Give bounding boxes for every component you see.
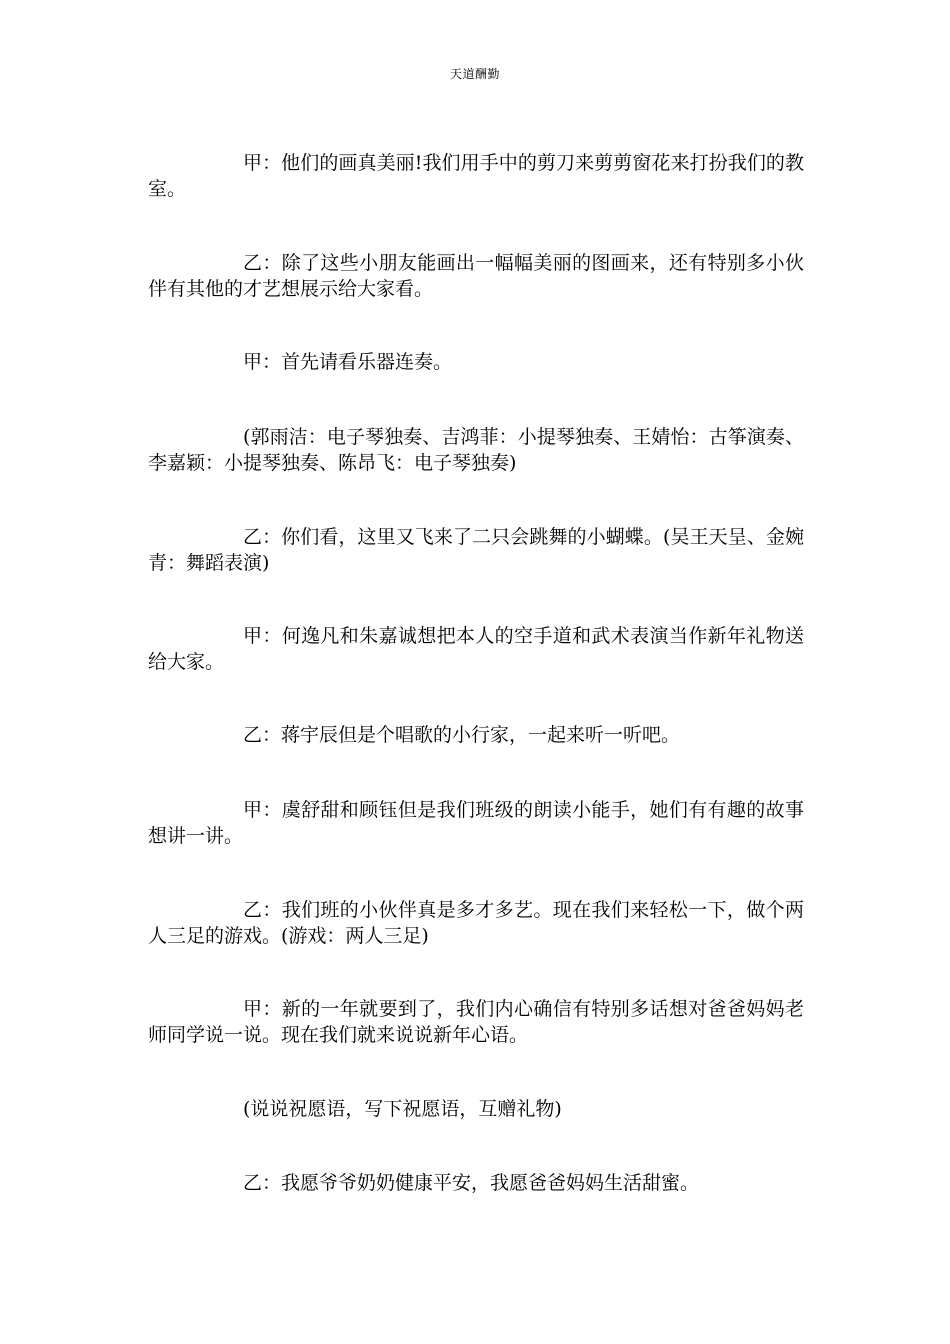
paragraph-4: (郭雨洁：电子琴独奏、吉鸿菲：小提琴独奏、王婧怡：古筝演奏、李嘉颖：小提琴独奏、陈昂飞：电子琴独奏)	[148, 426, 804, 474]
paragraph-11: (说说祝愿语，写下祝愿语，互赠礼物)	[243, 1098, 562, 1120]
paragraph-10: 甲：新的一年就要到了，我们内心确信有特别多话想对爸爸妈妈老师同学说一说。现在我们就来说说新年心语。	[148, 998, 804, 1046]
paragraph-3: 甲：首先请看乐器连奏。	[243, 351, 453, 373]
paragraph-2: 乙：除了这些小朋友能画出一幅幅美丽的图画来，还有特别多小伙伴有其他的才艺想展示给大家看。	[148, 252, 804, 300]
page-header: 天道酬勤	[449, 67, 500, 81]
paragraph-12: 乙：我愿爷爷奶奶健康平安，我愿爸爸妈妈生活甜蜜。	[243, 1172, 700, 1194]
paragraph-6: 甲：何逸凡和朱嘉诚想把本人的空手道和武术表演当作新年礼物送给大家。	[148, 625, 804, 673]
paragraph-5: 乙：你们看，这里又飞来了二只会跳舞的小蝴蝶。(吴王天呈、金婉青：舞蹈表演)	[148, 526, 804, 574]
paragraph-7: 乙：蒋宇辰但是个唱歌的小行家，一起来听一听吧。	[243, 724, 681, 746]
paragraph-1: 甲：他们的画真美丽!我们用手中的剪刀来剪剪窗花来打扮我们的教室。	[148, 152, 804, 200]
paragraph-8: 甲：虞舒甜和顾钰但是我们班级的朗读小能手，她们有有趣的故事想讲一讲。	[148, 799, 804, 847]
paragraph-9: 乙：我们班的小伙伴真是多才多艺。现在我们来轻松一下，做个两人三足的游戏。(游戏：两人三足)	[148, 899, 804, 947]
